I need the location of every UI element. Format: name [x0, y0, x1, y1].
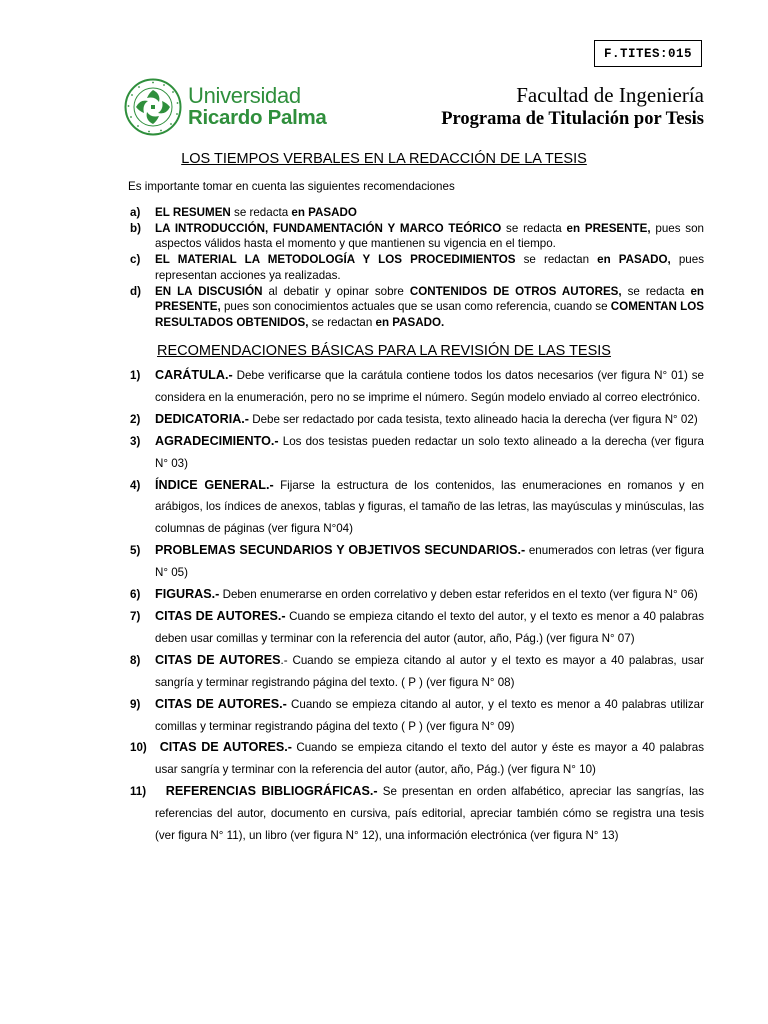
list-item — [130, 650, 704, 694]
list-marker: 5) — [130, 544, 141, 558]
university-logo — [124, 78, 354, 136]
emphasis-text: en PASADO — [291, 206, 357, 219]
recommendations-list — [130, 365, 704, 847]
body-text: pues son aspectos válidos hasta el momento y que mantienen su vigencia en el tiempo. — [155, 221, 704, 251]
item-term: CITAS DE AUTORES.- — [155, 740, 292, 755]
list-marker: b) — [130, 221, 141, 235]
list-item — [130, 694, 704, 738]
list-marker: 4) — [130, 478, 141, 492]
item-term: REFERENCIAS BIBLIOGRÁFICAS.- — [155, 784, 378, 799]
body-text: se redactan — [515, 253, 598, 267]
form-code: F.TITES:015 — [603, 46, 692, 61]
emphasis-text: LA INTRODUCCIÓN, FUNDAMENTACIÓN Y MARCO TEÓRICO — [155, 221, 502, 235]
item-term: DEDICATORIA.- — [155, 411, 249, 426]
list-marker: 1) — [130, 369, 141, 382]
logo-line-2: Ricardo Palma — [188, 106, 327, 129]
emphasis-text: EN LA DISCUSIÓN — [155, 284, 263, 298]
item-description: Deben enumerarse en orden correlativo y deben estar referidos en el texto (ver figura N° 06) — [219, 588, 698, 602]
emphasis-text: COMENTAN LOS RESULTADOS OBTENIDOS, — [155, 300, 704, 329]
section2-title: RECOMENDACIONES BÁSICAS PARA LA REVISIÓN DE LAS TESIS — [157, 343, 611, 359]
body-text: pues representan acciones ya realizadas. — [155, 253, 704, 282]
list-marker: 6) — [130, 588, 141, 602]
list-item — [130, 284, 704, 331]
list-item — [130, 221, 704, 252]
item-term: CARÁTULA.- — [155, 368, 233, 382]
list-item — [130, 365, 704, 409]
form-code-box — [594, 40, 702, 67]
item-description: Cuando se empieza citando el texto del autor y éste es mayor a 40 palabras usar sangría y terminar con la referencia del autor (autor, año, Pág.) (ver figura N° 10) — [155, 741, 705, 777]
list-marker: 9) — [130, 697, 141, 711]
item-description: Cuando se empieza citando al autor, y el texto es menor a 40 palabras utilizar comillas y terminar registrando página del texto ( P ) (ver figura N° 09) — [155, 697, 704, 733]
body-text: se redacta — [230, 206, 292, 219]
list-marker: 2) — [130, 412, 141, 426]
emphasis-text: EL MATERIAL LA METODOLOGÍA Y LOS PROCEDIMIENTOS — [155, 253, 516, 267]
item-description: Cuando se empieza citando el texto del autor, y el texto es menor a 40 palabras deben usar comillas y terminar con la referencia del autor (autor, año, Pág.) (ver figura N° 07) — [155, 609, 704, 645]
list-marker: a) — [130, 206, 141, 219]
item-description: .- Cuando se empieza citando al autor y el texto es mayor a 40 palabras, usar sangría y terminar registrando página del texto. ( P ) (ver figura N° 08) — [155, 653, 704, 689]
list-item — [130, 252, 704, 283]
list-marker: 3) — [130, 434, 141, 448]
list-item — [130, 584, 704, 606]
item-description: Fijarse la estructura de los contenidos, las enumeraciones en romanos y en arábigos, los índices de anexos, tablas y figuras, el tamaño de las letras, las mayúsculas y minúsculas, las columnas de páginas (ver figura N°04) — [155, 478, 704, 536]
list-item — [130, 205, 704, 221]
verb-tense-list — [130, 205, 704, 331]
list-item — [130, 540, 704, 584]
list-marker: 7) — [130, 609, 141, 623]
emphasis-text: en PRESENTE, — [155, 284, 704, 314]
item-description: Se presentan en orden alfabético, apreciar las sangrías, las referencias del autor, documento en cursiva, país editorial, apreciar también cómo se registra una tesis (ver figura N° 11), un libro (ver figura N° 12), una información electrónica (ver figura N° 13) — [155, 785, 704, 843]
emphasis-text: en PASADO. — [375, 315, 445, 329]
body-text: pues son conocimientos actuales que se usan como referencia, cuando se — [220, 300, 611, 314]
emphasis-text: CONTENIDOS DE OTROS AUTORES, — [409, 284, 622, 298]
body-text: se redacta — [501, 221, 567, 235]
item-term: ÍNDICE GENERAL.- — [155, 477, 274, 492]
list-marker: 10) — [130, 741, 147, 755]
list-item — [130, 475, 704, 541]
item-description: Debe verificarse que la carátula contiene todos los datos necesarios (ver figura N° 01) se considera en la enumeración, pero no se imprime el número. Según modelo enviado al correo electrónico. — [155, 369, 704, 404]
emphasis-text: en PASADO, — [597, 253, 671, 267]
emphasis-text: EL RESUMEN — [155, 206, 231, 219]
list-item — [130, 737, 704, 781]
list-marker: 11) — [130, 785, 147, 799]
item-term: FIGURAS.- — [155, 587, 220, 602]
item-term: CITAS DE AUTORES.- — [155, 608, 286, 623]
list-item — [130, 409, 704, 431]
body-text: al debatir y opinar sobre — [262, 284, 410, 298]
section1-title: LOS TIEMPOS VERBALES EN LA REDACCIÓN DE LA TESIS — [181, 151, 587, 167]
item-term: AGRADECIMIENTO.- — [155, 433, 279, 448]
list-item — [130, 781, 704, 847]
item-term: CITAS DE AUTORES — [155, 652, 281, 667]
section1-intro: Es importante tomar en cuenta las siguientes recomendaciones — [128, 180, 455, 193]
list-marker: c) — [130, 253, 141, 267]
faculty-title: Facultad de Ingeniería — [516, 83, 704, 107]
list-marker: d) — [130, 284, 141, 298]
logo-line-1: Universidad — [188, 83, 301, 108]
item-term: CITAS DE AUTORES.- — [155, 696, 287, 711]
item-term: PROBLEMAS SECUNDARIOS Y OBJETIVOS SECUNDARIOS.- — [155, 543, 526, 558]
item-description: Los dos tesistas pueden redactar un solo texto alineado a la derecha (ver figura N° 03) — [155, 434, 704, 470]
program-title: Programa de Titulación por Tesis — [441, 109, 704, 129]
list-item — [130, 431, 704, 475]
list-marker: 8) — [130, 653, 141, 667]
item-description: enumerados con letras (ver figura N° 05) — [155, 544, 704, 580]
university-emblem-icon — [124, 78, 182, 136]
body-text: se redacta — [621, 284, 691, 298]
body-text: se redactan — [308, 315, 376, 329]
emphasis-text: en PRESENTE, — [566, 221, 651, 235]
list-item — [130, 606, 704, 650]
item-description: Debe ser redactado por cada tesista, texto alineado hacia la derecha (ver figura N° 02) — [249, 412, 698, 426]
